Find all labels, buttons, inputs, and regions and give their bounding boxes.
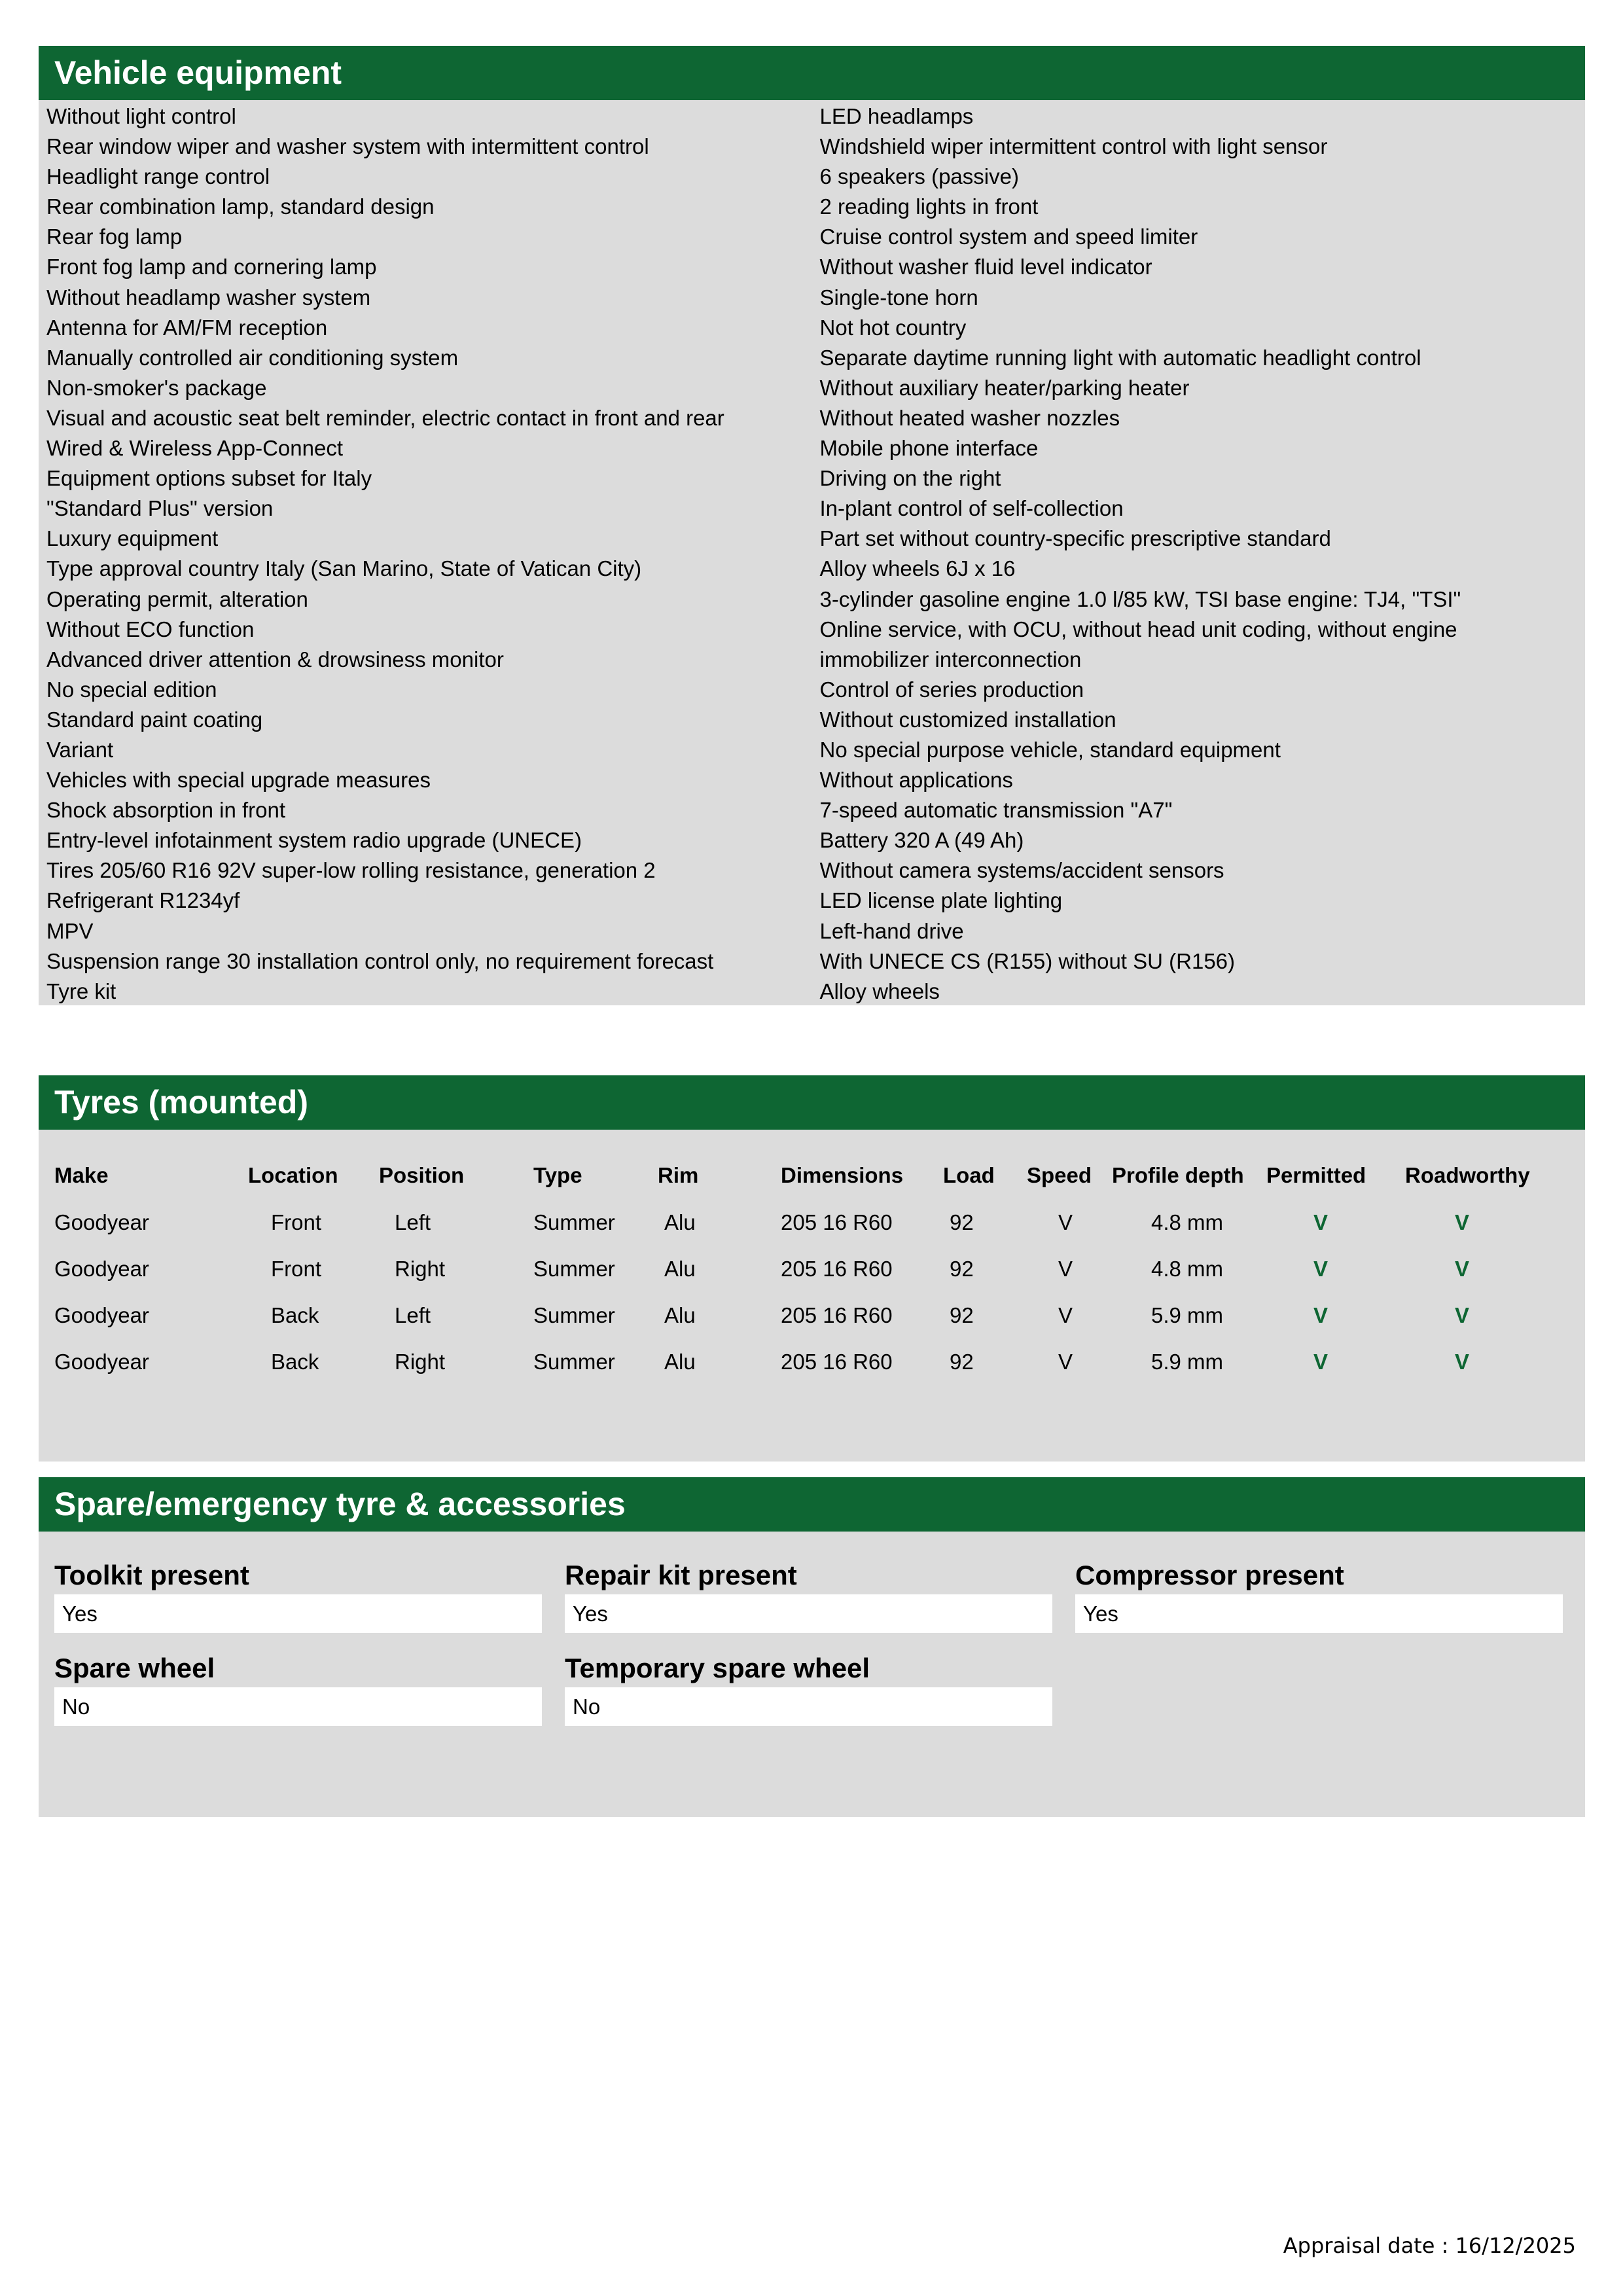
equipment-item: Advanced driver attention & drowsiness monitor: [46, 647, 504, 672]
cell-permitted: V: [1313, 1210, 1329, 1234]
cell-speed: V: [1058, 1210, 1073, 1234]
cell-load: 92: [950, 1210, 974, 1234]
cell-position: Right: [395, 1256, 446, 1281]
field-value: Yes: [565, 1594, 1052, 1633]
equipment-item: Rear window wiper and washer system with intermittent control: [46, 134, 649, 159]
equipment-item: 7-speed automatic transmission "A7": [819, 798, 1173, 823]
equipment-item: Visual and acoustic seat belt reminder, electric contact in front and rear: [46, 405, 724, 430]
equipment-item: Luxury equipment: [46, 526, 219, 551]
cell-roadworthy: V: [1455, 1256, 1470, 1281]
cell-profile-depth: 4.8 mm: [1151, 1256, 1224, 1281]
equipment-item: Vehicles with special upgrade measures: [46, 768, 431, 793]
field-label: Toolkit present: [54, 1560, 249, 1590]
equipment-item: Without auxiliary heater/parking heater: [819, 375, 1190, 400]
equipment-item: "Standard Plus" version: [46, 496, 274, 521]
col-type: Type: [533, 1163, 582, 1187]
cell-position: Right: [395, 1349, 446, 1374]
equipment-item: 3-cylinder gasoline engine 1.0 l/85 kW, TSI base engine: TJ4, "TSI": [819, 586, 1461, 611]
equipment-item: 2 reading lights in front: [819, 194, 1039, 219]
equipment-item: Without customized installation: [819, 707, 1116, 732]
col-position: Position: [379, 1163, 465, 1187]
equipment-item: Battery 320 A (49 Ah): [819, 828, 1024, 853]
field-label: Compressor present: [1075, 1560, 1344, 1590]
table-row: [39, 1246, 1585, 1292]
equipment-item: Tyre kit: [46, 978, 116, 1003]
equipment-item: Without heated washer nozzles: [819, 405, 1120, 430]
cell-load: 92: [950, 1302, 974, 1327]
table-row: [39, 1292, 1585, 1338]
col-load: Load: [943, 1163, 995, 1187]
equipment-item: Type approval country Italy (San Marino, State of Vatican City): [46, 556, 642, 581]
spare-wheel-field: [54, 1651, 542, 1726]
equipment-item: LED license plate lighting: [819, 888, 1063, 913]
equipment-item: Antenna for AM/FM reception: [46, 315, 328, 340]
equipment-item: 6 speakers (passive): [819, 164, 1019, 189]
cell-rim: Alu: [664, 1256, 696, 1281]
field-value: No: [54, 1687, 542, 1726]
vehicle-equipment-section: [39, 46, 1585, 1005]
equipment-item: Refrigerant R1234yf: [46, 888, 240, 913]
equipment-item: Manually controlled air conditioning system: [46, 345, 459, 370]
col-roadworthy: Roadworthy: [1405, 1163, 1530, 1187]
spare-body: [39, 1532, 1585, 1817]
col-location: Location: [248, 1163, 338, 1187]
section-title: Vehicle equipment: [39, 46, 1585, 100]
equipment-item: Entry-level infotainment system radio upgrade (UNECE): [46, 828, 582, 853]
cell-type: Summer: [533, 1210, 615, 1234]
equipment-item: In-plant control of self-collection: [819, 496, 1124, 521]
equipment-item: Single-tone horn: [819, 285, 978, 310]
cell-make: Goodyear: [54, 1302, 149, 1327]
cell-type: Summer: [533, 1349, 615, 1374]
cell-load: 92: [950, 1256, 974, 1281]
tyres-table: [39, 1152, 1585, 1385]
cell-roadworthy: V: [1455, 1302, 1470, 1327]
cell-permitted: V: [1313, 1349, 1329, 1374]
equipment-column-left: [39, 101, 812, 1005]
equipment-item: Front fog lamp and cornering lamp: [46, 255, 377, 279]
cell-profile-depth: 4.8 mm: [1151, 1210, 1224, 1234]
cell-roadworthy: V: [1455, 1349, 1470, 1374]
equipment-item: No special edition: [46, 677, 217, 702]
equipment-item: Rear fog lamp: [46, 224, 183, 249]
cell-dimensions: 205 16 R60: [781, 1349, 893, 1374]
field-value: Yes: [54, 1594, 542, 1633]
cell-location: Back: [271, 1302, 319, 1327]
col-speed: Speed: [1027, 1163, 1092, 1187]
equipment-item: Windshield wiper intermittent control with light sensor: [819, 134, 1328, 159]
appraisal-date: Appraisal date : 16/12/2025: [1283, 2233, 1576, 2258]
cell-speed: V: [1058, 1256, 1073, 1281]
cell-load: 92: [950, 1349, 974, 1374]
cell-rim: Alu: [664, 1349, 696, 1374]
equipment-item: Mobile phone interface: [819, 436, 1039, 461]
equipment-item: Rear combination lamp, standard design: [46, 194, 435, 219]
col-rim: Rim: [658, 1163, 699, 1187]
table-row: [39, 1199, 1585, 1246]
equipment-item: Without light control: [46, 104, 236, 128]
equipment-item: Without applications: [819, 768, 1013, 793]
field-label: Spare wheel: [54, 1653, 215, 1683]
equipment-item: Control of series production: [819, 677, 1084, 702]
equipment-item: Separate daytime running light with automatic headlight control: [819, 345, 1421, 370]
cell-speed: V: [1058, 1302, 1073, 1327]
cell-permitted: V: [1313, 1256, 1329, 1281]
equipment-item: Equipment options subset for Italy: [46, 466, 372, 491]
equipment-item: Cruise control system and speed limiter: [819, 224, 1198, 249]
equipment-item: Left-hand drive: [819, 918, 964, 943]
equipment-item: Driving on the right: [819, 466, 1001, 491]
equipment-item: Operating permit, alteration: [46, 586, 308, 611]
cell-dimensions: 205 16 R60: [781, 1256, 893, 1281]
equipment-item: Online service, with OCU, without head unit coding, without engine immobilizer interconnection: [819, 617, 1457, 672]
field-label: Temporary spare wheel: [565, 1653, 870, 1683]
cell-location: Back: [271, 1349, 319, 1374]
equipment-item: Without camera systems/accident sensors: [819, 858, 1224, 883]
equipment-item: Without headlamp washer system: [46, 285, 371, 310]
cell-permitted: V: [1313, 1302, 1329, 1327]
cell-profile-depth: 5.9 mm: [1151, 1349, 1224, 1374]
equipment-item: Part set without country-specific prescriptive standard: [819, 526, 1331, 551]
cell-location: Front: [271, 1256, 322, 1281]
cell-rim: Alu: [664, 1210, 696, 1234]
tyres-body: [39, 1130, 1585, 1462]
cell-make: Goodyear: [54, 1349, 149, 1374]
equipment-item: Non-smoker's package: [46, 375, 267, 400]
equipment-item: Alloy wheels: [819, 978, 940, 1003]
equipment-item: LED headlamps: [819, 104, 974, 128]
cell-dimensions: 205 16 R60: [781, 1210, 893, 1234]
equipment-item: Not hot country: [819, 315, 967, 340]
equipment-item: Without washer fluid level indicator: [819, 255, 1152, 279]
equipment-item: Shock absorption in front: [46, 798, 286, 823]
equipment-item: Variant: [46, 737, 114, 762]
field-value: No: [565, 1687, 1052, 1726]
cell-position: Left: [395, 1302, 431, 1327]
col-make: Make: [54, 1163, 109, 1187]
equipment-column-right: [812, 101, 1586, 1005]
toolkit-field: [54, 1558, 542, 1633]
cell-make: Goodyear: [54, 1210, 149, 1234]
cell-location: Front: [271, 1210, 322, 1234]
equipment-item: No special purpose vehicle, standard equipment: [819, 737, 1281, 762]
cell-profile-depth: 5.9 mm: [1151, 1302, 1224, 1327]
col-dimensions: Dimensions: [781, 1163, 904, 1187]
equipment-item: Headlight range control: [46, 164, 270, 189]
equipment-item: Wired & Wireless App-Connect: [46, 436, 343, 461]
equipment-item: Standard paint coating: [46, 707, 263, 732]
cell-make: Goodyear: [54, 1256, 149, 1281]
col-permitted: Permitted: [1266, 1163, 1366, 1187]
field-label: Repair kit present: [565, 1560, 797, 1590]
equipment-item: With UNECE CS (R155) without SU (R156): [819, 948, 1236, 973]
equipment-item: MPV: [46, 918, 94, 943]
cell-type: Summer: [533, 1256, 615, 1281]
tyres-section: [39, 1075, 1585, 1462]
equipment-list: [39, 100, 1585, 1005]
equipment-item: Tires 205/60 R16 92V super-low rolling resistance, generation 2: [46, 858, 656, 883]
section-title: Spare/emergency tyre & accessories: [39, 1477, 1585, 1532]
cell-position: Left: [395, 1210, 431, 1234]
cell-rim: Alu: [664, 1302, 696, 1327]
equipment-item: Suspension range 30 installation control only, no requirement forecast: [46, 948, 714, 973]
cell-speed: V: [1058, 1349, 1073, 1374]
field-value: Yes: [1075, 1594, 1563, 1633]
cell-dimensions: 205 16 R60: [781, 1302, 893, 1327]
spare-accessories-section: [39, 1477, 1585, 1817]
repair-kit-field: [565, 1558, 1052, 1633]
equipment-item: Alloy wheels 6J x 16: [819, 556, 1016, 581]
table-row: [39, 1338, 1585, 1385]
cell-roadworthy: V: [1455, 1210, 1470, 1234]
equipment-item: Without ECO function: [46, 617, 255, 641]
table-header-row: [39, 1152, 1585, 1199]
temporary-spare-wheel-field: [565, 1651, 1052, 1726]
col-profile-depth: Profile depth: [1112, 1163, 1244, 1187]
section-title: Tyres (mounted): [39, 1075, 1585, 1130]
compressor-field: [1075, 1558, 1563, 1633]
cell-type: Summer: [533, 1302, 615, 1327]
